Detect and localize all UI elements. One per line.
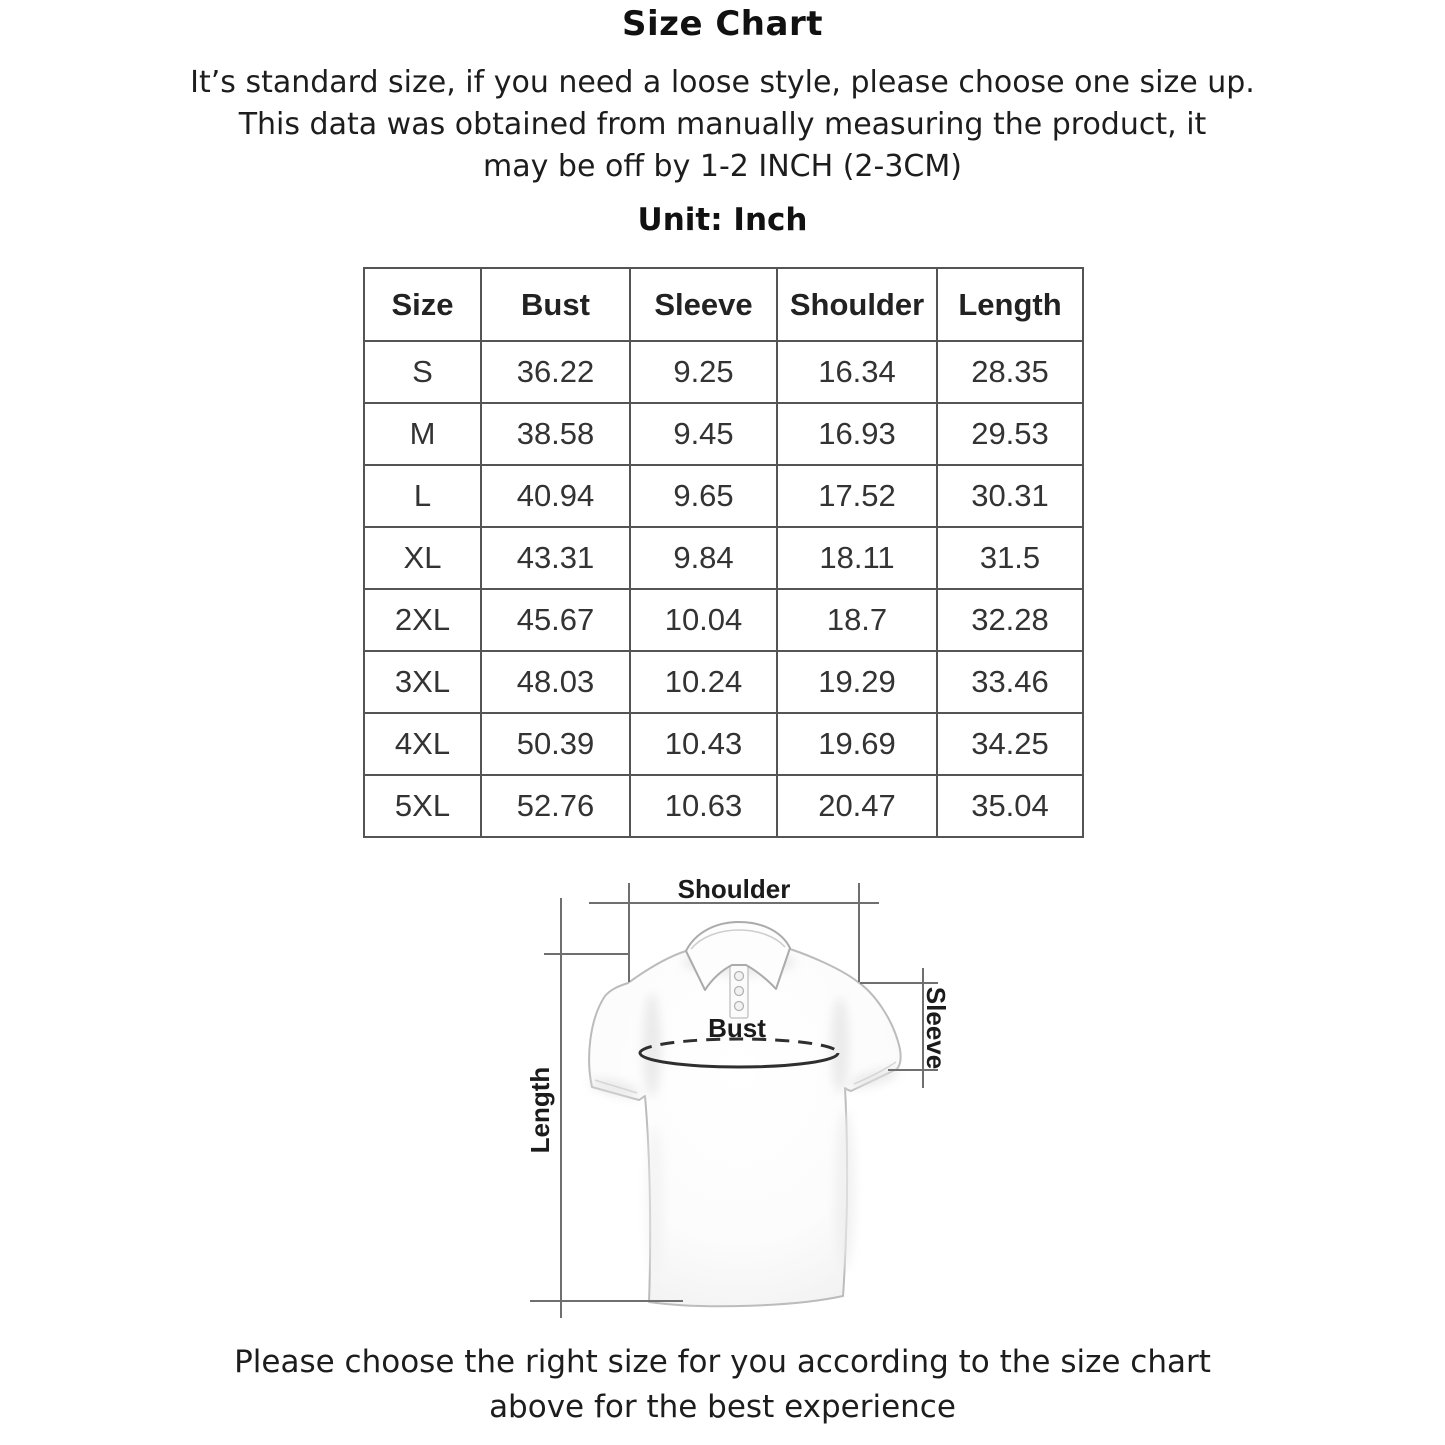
size-cell: 5XL xyxy=(364,775,481,837)
length-label: Length xyxy=(525,1066,555,1154)
footer-line: above for the best experience xyxy=(489,1389,956,1425)
table-cell: 36.22 xyxy=(481,341,630,403)
table-cell: 31.5 xyxy=(937,527,1083,589)
table-row xyxy=(364,403,1083,465)
footer-line: Please choose the right size for you according to the size chart xyxy=(234,1344,1211,1380)
size-cell: 3XL xyxy=(364,651,481,713)
table-cell: 10.43 xyxy=(630,713,777,775)
table-cell: 16.93 xyxy=(777,403,937,465)
table-cell: 19.29 xyxy=(777,651,937,713)
size-cell: XL xyxy=(364,527,481,589)
size-diagram-svg xyxy=(500,875,1020,1330)
table-cell: 9.45 xyxy=(630,403,777,465)
table-cell: 48.03 xyxy=(481,651,630,713)
button-icons xyxy=(735,972,744,1011)
table-header-row xyxy=(364,268,1083,341)
table-row xyxy=(364,775,1083,837)
table-cell: 33.46 xyxy=(937,651,1083,713)
column-header-sleeve: Sleeve xyxy=(630,268,777,341)
table-cell: 9.65 xyxy=(630,465,777,527)
description-line: It’s standard size, if you need a loose style, please choose one size up. xyxy=(190,65,1255,100)
size-cell: S xyxy=(364,341,481,403)
table-cell: 38.58 xyxy=(481,403,630,465)
table-cell: 50.39 xyxy=(481,713,630,775)
table-cell: 29.53 xyxy=(937,403,1083,465)
table-row xyxy=(364,527,1083,589)
page-title: Size Chart xyxy=(622,4,823,44)
table-cell: 10.63 xyxy=(630,775,777,837)
table-cell: 32.28 xyxy=(937,589,1083,651)
column-header-bust: Bust xyxy=(481,268,630,341)
table-row xyxy=(364,713,1083,775)
table-row xyxy=(364,589,1083,651)
table-cell: 40.94 xyxy=(481,465,630,527)
column-header-shoulder: Shoulder xyxy=(777,268,937,341)
table-cell: 30.31 xyxy=(937,465,1083,527)
footer-note xyxy=(0,1340,1445,1430)
bust-label: Bust xyxy=(708,1013,766,1043)
table-cell: 19.69 xyxy=(777,713,937,775)
table-cell: 52.76 xyxy=(481,775,630,837)
measurement-diagram xyxy=(500,875,1020,1330)
table-cell: 43.31 xyxy=(481,527,630,589)
description-line: This data was obtained from manually measuring the product, it xyxy=(238,107,1207,142)
column-header-length: Length xyxy=(937,268,1083,341)
table-cell: 28.35 xyxy=(937,341,1083,403)
size-cell: 2XL xyxy=(364,589,481,651)
table-cell: 10.24 xyxy=(630,651,777,713)
table-cell: 9.25 xyxy=(630,341,777,403)
table-cell: 18.11 xyxy=(777,527,937,589)
table-row xyxy=(364,341,1083,403)
table-cell: 35.04 xyxy=(937,775,1083,837)
description xyxy=(0,62,1445,188)
table-row xyxy=(364,651,1083,713)
table-cell: 9.84 xyxy=(630,527,777,589)
size-cell: L xyxy=(364,465,481,527)
table-cell: 20.47 xyxy=(777,775,937,837)
sleeve-label: Sleeve xyxy=(921,986,951,1070)
size-chart-table xyxy=(363,267,1084,838)
unit-label: Unit: Inch xyxy=(637,202,808,238)
size-cell: M xyxy=(364,403,481,465)
table-cell: 45.67 xyxy=(481,589,630,651)
table-cell: 16.34 xyxy=(777,341,937,403)
table-cell: 10.04 xyxy=(630,589,777,651)
table-row xyxy=(364,465,1083,527)
description-line: may be off by 1-2 INCH (2-3CM) xyxy=(483,149,962,184)
table-cell: 18.7 xyxy=(777,589,937,651)
table-cell: 17.52 xyxy=(777,465,937,527)
polo-shirt-illustration xyxy=(588,922,901,1306)
shoulder-label: Shoulder xyxy=(677,875,791,904)
column-header-size: Size xyxy=(364,268,481,341)
size-cell: 4XL xyxy=(364,713,481,775)
table-cell: 34.25 xyxy=(937,713,1083,775)
